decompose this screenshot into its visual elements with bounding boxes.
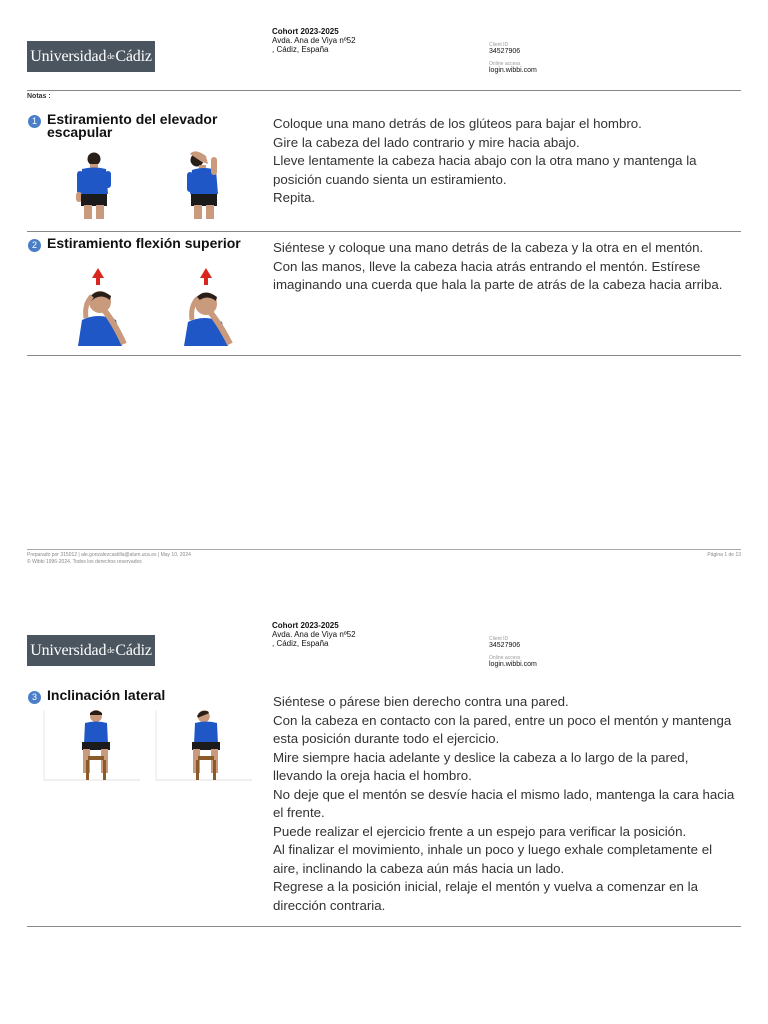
instruction-line: Lleve lentamente la cabeza hacia abajo con la otra mano y mantenga la posición cuando sienta un estiramiento. (273, 153, 697, 187)
instruction-line: Repita. (273, 190, 316, 205)
figure-head-flexed (184, 268, 230, 346)
client-meta (489, 636, 537, 669)
exercise-number-badge: 2 (28, 239, 41, 252)
exercise-illustration (40, 142, 256, 222)
footer-info (27, 552, 191, 566)
address-line-2: , Cádiz, España (272, 639, 329, 648)
exercise-description (273, 239, 739, 295)
figure-seated-tilt (156, 709, 252, 780)
exercise-illustration (70, 266, 240, 346)
address-line-1: Avda. Ana de Viya nº52 (272, 630, 356, 639)
client-id-label: Client ID (489, 636, 509, 642)
address-line-1: Avda. Ana de Viya nº52 (272, 36, 356, 45)
exercise-title: Inclinación lateral (47, 687, 166, 703)
exercise-title: Estiramiento del elevador escapular (47, 111, 218, 140)
instruction-line: No deje que el mentón se desvíe hacia el mismo lado, mantenga la cara hacia el frente. (273, 786, 735, 820)
client-id-value: 34527906 (489, 642, 521, 649)
figure-side-view (187, 151, 218, 219)
instruction-line: Gire la cabeza del lado contrario y mire hacia abajo. (273, 134, 580, 150)
header-divider (27, 90, 741, 91)
exercise-description (273, 115, 739, 208)
client-meta (489, 42, 537, 75)
exercise-number-badge: 1 (28, 115, 41, 128)
footer-page-number: Página 1 de 13 (707, 552, 741, 558)
figure-back-view (76, 153, 111, 220)
instruction-line: Con la cabeza en contacto con la pared, entre un poco el mentón y mantenga esta posición durante todo el ejercicio. (273, 712, 732, 746)
instruction-line: Mire siempre hacia adelante y deslice la cabeza a lo largo de la pared, llevando la oreja hacia el hombro. (273, 749, 689, 783)
instruction-line: Siéntese y coloque una mano detrás de la cabeza y la otra en el mentón. (273, 240, 704, 255)
online-access-label: Online access (489, 655, 521, 661)
clinic-header (272, 27, 356, 54)
instruction-line: Coloque una mano detrás de los glúteos para bajar el hombro. (273, 116, 642, 131)
instruction-line: Al finalizar el movimiento, inhale un poco y luego exhale completamente el aire, inclinando la cabeza aún más hacia un lado. (273, 842, 713, 876)
instruction-line: Regrese a la posición inicial, relaje el mentón y vuelva a comenzar en la dirección contraria. (273, 879, 698, 913)
footer-prepared-by: Preparado por 315012 | ale.gonzalezcastilla@alum.uca.es | May 10, 2024 (27, 552, 191, 558)
cohort-name: Cohort 2023-2025 (272, 27, 339, 36)
instruction-line: Siéntese o párese bien derecho contra una pared. (273, 694, 569, 709)
exercise-description (273, 693, 739, 915)
footer-divider (27, 549, 741, 550)
exercise-number-badge: 3 (28, 691, 41, 704)
clinic-header (272, 621, 356, 648)
instruction-line: Con las manos, lleve la cabeza hacia atrás entrando el mentón. Estírese imaginando una cuerda que hala la parte de atrás de la cabeza hacia arriba. (273, 258, 723, 292)
client-id-value: 34527906 (489, 48, 521, 55)
cohort-name: Cohort 2023-2025 (272, 621, 339, 630)
figure-head-neutral (78, 268, 124, 346)
online-access-label: Online access (489, 61, 521, 67)
university-logo: Universidad de Cádiz (27, 41, 155, 72)
online-access-link[interactable]: login.wibbi.com (489, 67, 537, 74)
university-logo: Universidad de Cádiz (27, 635, 155, 666)
exercise-title: Estiramiento flexión superior (47, 235, 241, 251)
exercise-divider (27, 926, 741, 927)
exercise-illustration (40, 706, 256, 784)
figure-seated-neutral (44, 710, 140, 780)
footer-copyright: © Wibbi 1996-2024. Todos los derechos reservados (27, 559, 142, 565)
instruction-line: Puede realizar el ejercicio frente a un espejo para verificar la posición. (273, 823, 687, 839)
notes-label: Notas : (27, 93, 51, 100)
online-access-link[interactable]: login.wibbi.com (489, 661, 537, 668)
client-id-label: Client ID (489, 42, 509, 48)
address-line-2: , Cádiz, España (272, 45, 329, 54)
exercise-divider (27, 355, 741, 356)
exercise-divider (27, 231, 741, 232)
